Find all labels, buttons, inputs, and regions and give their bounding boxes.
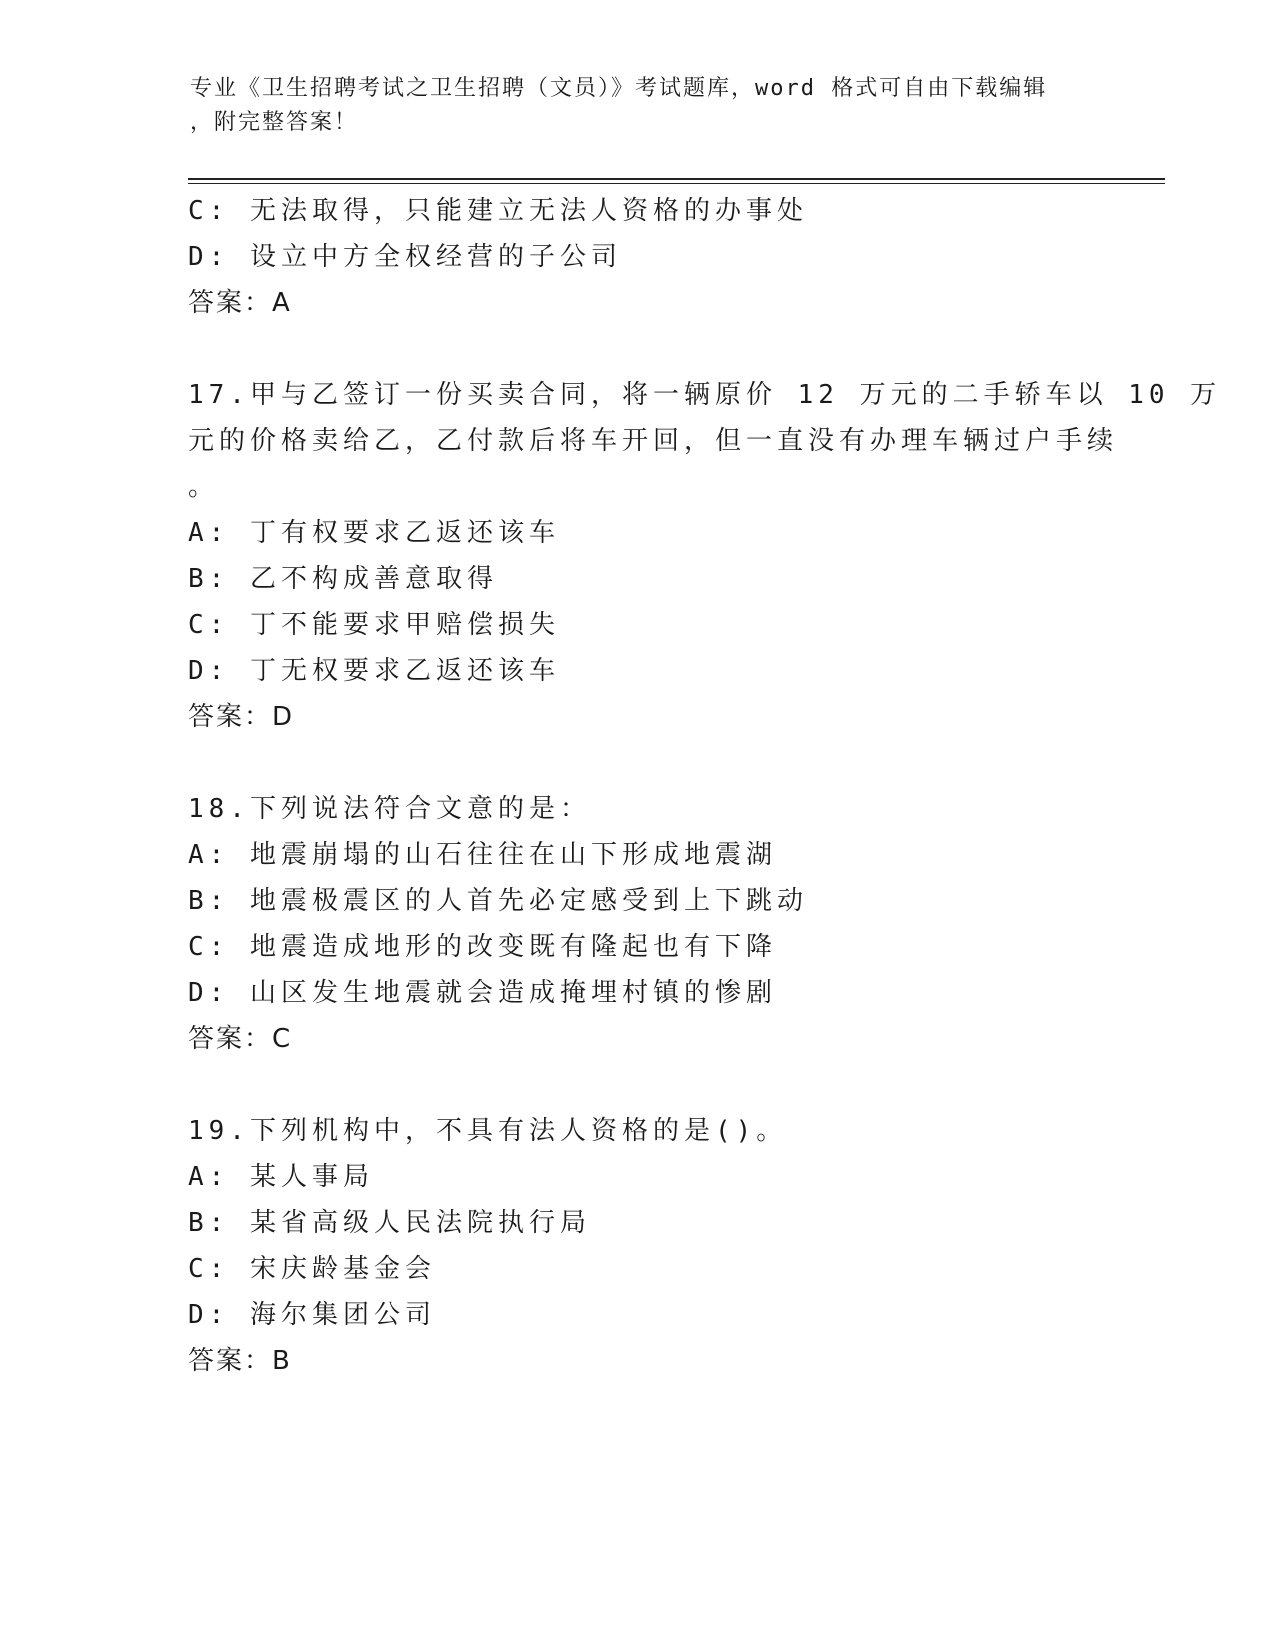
q19-option-d: D: 海尔集团公司 [188,1300,436,1330]
header-line-2: ，附完整答案！ [190,110,359,135]
spacer [188,326,1088,372]
q18-answer: 答案：C [188,1024,293,1054]
spacer [188,1062,1088,1108]
q18-option-c: C: 地震造成地形的改变既有隆起也有下降 [188,932,777,962]
q18-stem: 18.下列说法符合文意的是： [188,794,591,824]
q17-option-a: A: 丁有权要求乙返还该车 [188,518,560,548]
q19-stem: 19.下列机构中，不具有法人资格的是()。 [188,1116,788,1146]
document-header [190,72,1090,140]
header-line-1: 专业《卫生招聘考试之卫生招聘（文员）》考试题库，word 格式可自由下载编辑 [190,76,1048,101]
q16-option-d: D: 设立中方全权经营的子公司 [188,242,622,272]
q18-option-d: D: 山区发生地震就会造成掩埋村镇的惨剧 [188,978,777,1008]
q17-stem-line-3: 。 [188,472,220,502]
q19-option-a: A: 某人事局 [188,1162,374,1192]
q16-option-c: C: 无法取得，只能建立无法人资格的办事处 [188,196,808,226]
document-body [188,188,1222,1384]
header-rule-thick [188,178,1165,180]
spacer [188,740,1088,786]
q17-answer: 答案：D [188,702,295,732]
q19-option-b: B: 某省高级人民法院执行局 [188,1208,591,1238]
q16-answer: 答案：A [188,288,292,318]
q17-stem-line-2: 元的价格卖给乙，乙付款后将车开回，但一直没有办理车辆过户手续 [188,426,1119,456]
header-rule-thin [188,183,1165,184]
q19-option-c: C: 宋庆龄基金会 [188,1254,436,1284]
q18-option-b: B: 地震极震区的人首先必定感受到上下跳动 [188,886,808,916]
q17-stem-line-1: 17.甲与乙签订一份买卖合同，将一辆原价 12 万元的二手轿车以 10 万 [188,380,1222,410]
q17-option-d: D: 丁无权要求乙返还该车 [188,656,560,686]
q18-option-a: A: 地震崩塌的山石往往在山下形成地震湖 [188,840,777,870]
q19-answer: 答案：B [188,1346,292,1376]
q17-option-b: B: 乙不构成善意取得 [188,564,498,594]
q17-option-c: C: 丁不能要求甲赔偿损失 [188,610,560,640]
